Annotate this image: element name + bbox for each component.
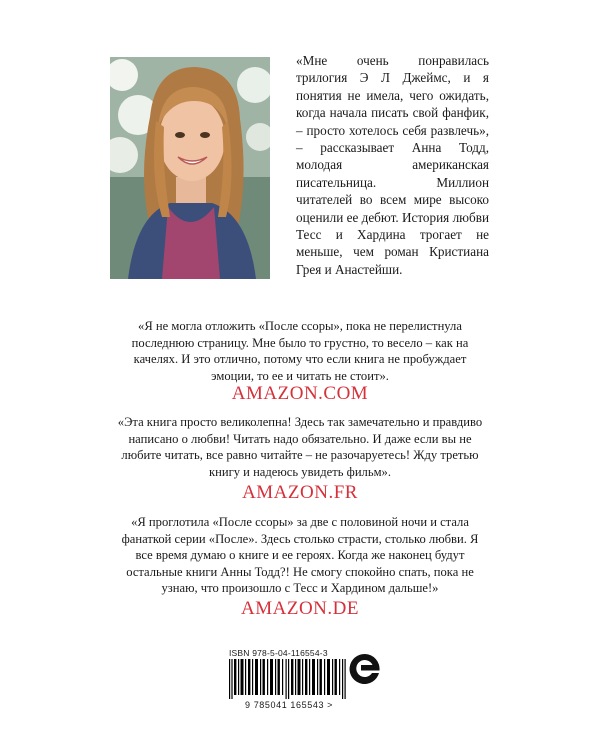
author-intro-text: «Мне очень понравилась трилогия Э Л Джеймс, и я понятия не имела, чего ожидать, когда начала писать свой фанфик, – просто хотелось себя развлечь», – рассказывает Анна Тодд, молодая американская писательница. Миллион читателей во всем мире высоко оценили ее дебют. История любви Тесс и Хардина трогает не меньше, чем роман Кристиана Грея и Анастейши. xyxy=(296,53,489,277)
isbn-barcode xyxy=(227,648,351,710)
isbn-label: ISBN 978-5-04-116554-3 xyxy=(229,648,328,658)
review-source-3: AMAZON.DE xyxy=(241,598,359,619)
review-text-2: «Эта книга просто великолепна! Здесь так замечательно и правдиво написано о любви! Читать надо обязательно. И даже если вы не любите читать, все равно читайте – не разочаруетесь! Жду третью книгу и надеюсь увидеть фильм». xyxy=(117,415,483,479)
review-text-3: «Я проглотила «После ссоры» за две с половиной ночи и стала фанаткой серии «После». Здесь столько страсти, столько любви. Я все время думаю о книге и ее героях. Когда же наконец будут остальные книги Анны Тодд?! Не смогу спокойно спать, пока не узнаю, что произошло с Тесс и Хардином дальше!» xyxy=(121,515,479,596)
eksmo-logo-icon xyxy=(348,652,382,686)
barcode-digits: 9 785041 165543 > xyxy=(244,700,334,710)
review-text-1: «Я не могла отложить «После ссоры», пока не перелистнула последнюю страницу. Мне было то грустно, то весело – как на качелях. И это отлично, потому что если книга не пробуждает эмоции, то ее и читать не стоит». xyxy=(131,319,469,383)
review-source-2: AMAZON.FR xyxy=(242,482,358,503)
review-source-1: AMAZON.COM xyxy=(231,383,369,404)
barcode-bars xyxy=(229,659,347,699)
author-photo xyxy=(110,57,270,279)
